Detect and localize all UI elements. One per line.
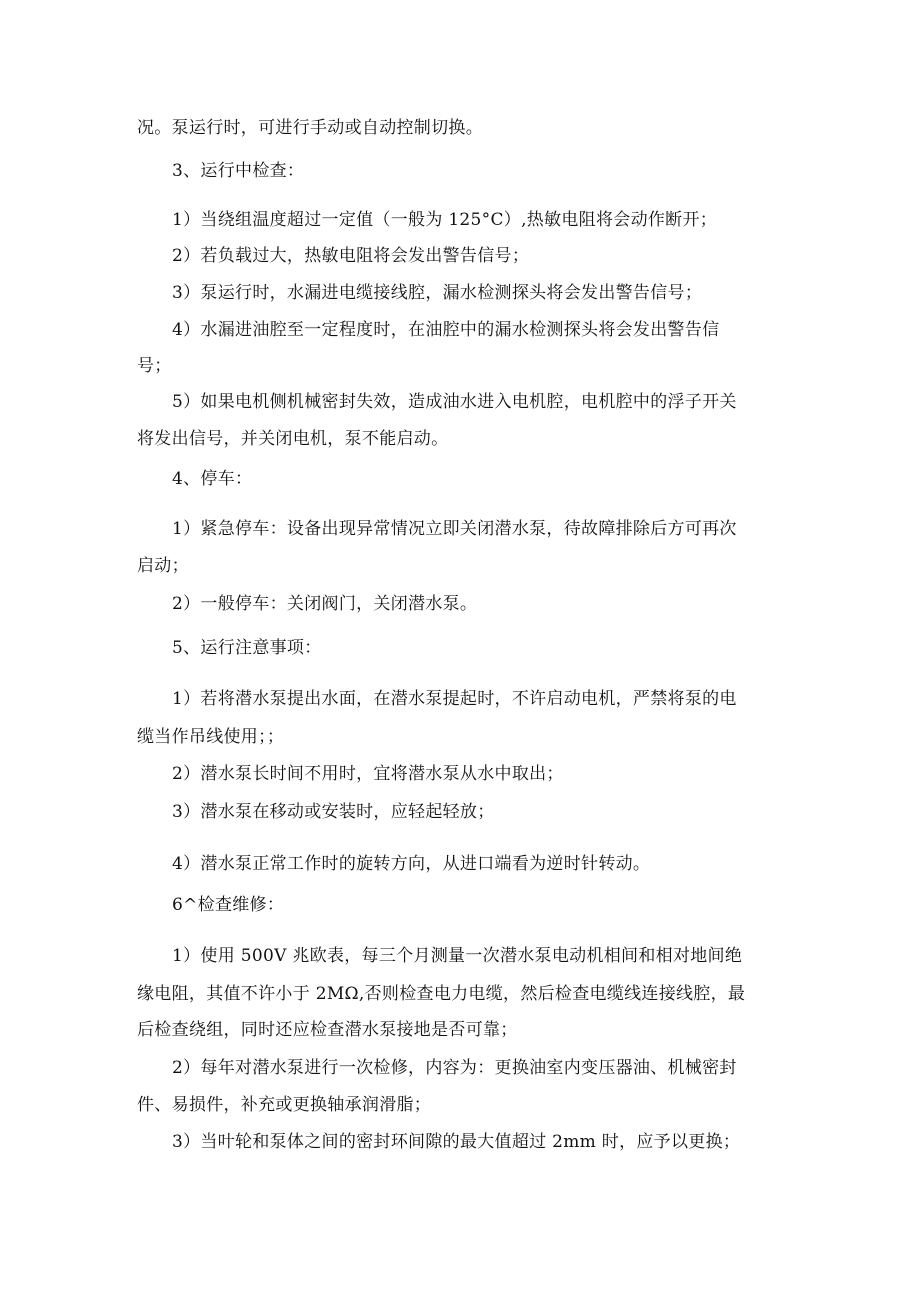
list-item: 1）若将潜水泵提出水面，在潜水泵提起时，不许启动电机，严禁将泵的电 [172,689,737,709]
list-item-continuation: 将发出信号，并关闭电机，泵不能启动。 [137,429,449,449]
list-item: 1）紧急停车：设备出现异常情况立即关闭潜水泵，待故障排除后方可再次 [172,519,737,539]
list-item-continuation: 后检查绕组，同时还应检查潜水泵接地是否可靠； [137,1020,518,1040]
list-item: 2）潜水泵长时间不用时，宜将潜水泵从水中取出； [172,764,564,784]
list-item: 4）潜水泵正常工作时的旋转方向，从进口端看为逆时针转动。 [172,854,651,874]
list-item-continuation: 号； [137,356,172,376]
list-item: 1）当绕组温度超过一定值（一般为 125°C）,热敏电阻将会动作断开； [172,210,718,230]
list-item: 5）如果电机侧机械密封失效，造成油水进入电机腔，电机腔中的浮子开关 [172,392,737,412]
list-item-continuation: 缘电阻，其值不许小于 2MΩ,否则检查电力电缆，然后检查电缆线连接线腔，最 [137,984,746,1004]
section-heading: 4、停车： [172,469,253,489]
list-item-continuation: 缆当作吊线使用；； [137,727,285,747]
list-item-continuation: 件、易损件，补充或更换轴承润滑脂； [137,1095,432,1115]
list-item: 2）若负载过大，热敏电阻将会发出警告信号； [172,246,530,266]
text-line: 况。泵运行时，可进行手动或自动控制切换。 [137,118,483,138]
list-item: 1）使用 500V 兆欧表，每三个月测量一次潜水泵电动机相间和相对地间绝 [172,946,743,966]
list-item: 3）当叶轮和泵体之间的密封环间隙的最大值超过 2mm 时，应予以更换； [172,1132,741,1152]
list-item: 3）泵运行时，水漏进电缆接线腔，漏水检测探头将会发出警告信号； [172,283,703,303]
section-heading: 6^检查维修： [172,895,285,915]
list-item: 4）水漏进油腔至一定程度时，在油腔中的漏水检测探头将会发出警告信 [172,320,720,340]
list-item: 3）潜水泵在移动或安装时，应轻起轻放； [172,802,495,822]
section-heading: 5、运行注意事项： [172,638,322,658]
list-item: 2）一般停车：关闭阀门，关闭潜水泵。 [172,594,478,614]
list-item-continuation: 启动； [137,556,189,576]
list-item: 2）每年对潜水泵进行一次检修，内容为：更换油室内变压器油、机械密封 [172,1058,737,1078]
section-heading: 3、运行中检查： [172,161,305,181]
